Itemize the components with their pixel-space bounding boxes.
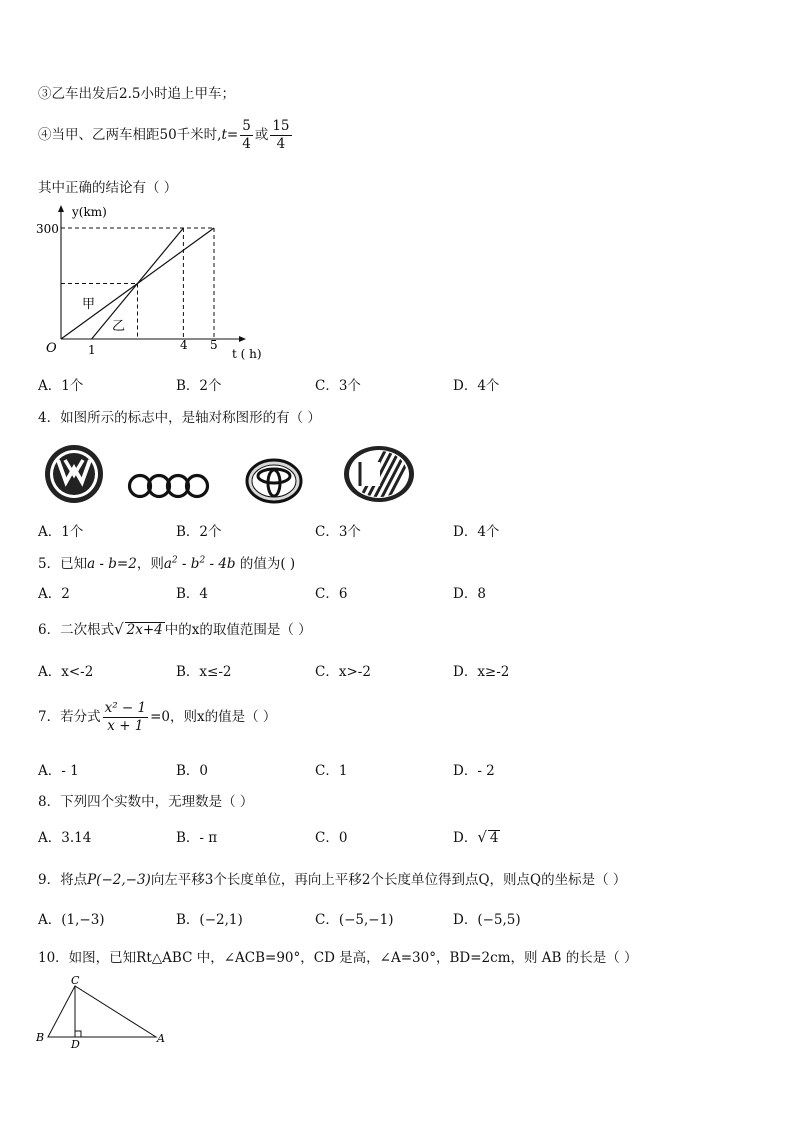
q5-prefix: 5．已知: [38, 556, 88, 572]
q6-option-a[interactable]: A．x<-2: [38, 664, 94, 680]
y-tick-300: 300: [36, 222, 59, 236]
q7-option-d[interactable]: D．- 2: [453, 763, 495, 779]
q4-option-b[interactable]: B．2个: [176, 524, 222, 540]
statement-4: [38, 118, 294, 153]
y-axis-label: y(km): [72, 205, 107, 219]
q3-question: 其中正确的结论有（ ）: [38, 180, 178, 196]
right-angle-mark: [75, 1031, 81, 1037]
q9-prefix: 9．将点: [38, 872, 88, 888]
q7-fraction: $\frac{\text{x² − 1}}{x + 1}$: [104, 700, 147, 734]
radical-sign: √: [114, 620, 124, 638]
q8-option-d[interactable]: D．√ 4: [453, 828, 499, 846]
q6-option-b[interactable]: B．x≤-2: [176, 664, 232, 680]
q9-question: [38, 868, 626, 888]
q6-suffix: 中的x的取值范围是（ ）: [164, 622, 312, 638]
label-c: C: [71, 974, 80, 987]
x-tick-1: 1: [88, 343, 96, 357]
q7-options: [38, 759, 598, 777]
q6-question: [38, 618, 312, 638]
q3-option-b[interactable]: B．2个: [176, 378, 222, 394]
q4-option-a[interactable]: A．1个: [38, 524, 84, 540]
y-axis-arrow: [58, 205, 64, 212]
label-a: A: [157, 1032, 165, 1045]
x-tick-5: 5: [210, 338, 218, 352]
distance-time-chart: [30, 200, 270, 365]
q7-option-c[interactable]: C．1: [315, 763, 348, 779]
q9-option-a[interactable]: A．(1,−3): [38, 912, 105, 928]
q10-question: 10．如图，已知Rt△ABC 中，∠ACB=90°，CD 是高，∠A=30°，BD=2cm，则 AB 的长是（ ）: [38, 950, 638, 966]
label-b: B: [36, 1031, 45, 1044]
q9-options: [38, 908, 598, 926]
q9-option-c[interactable]: C．(−5,−1): [315, 912, 394, 928]
q7-option-b[interactable]: B．0: [176, 763, 209, 779]
fraction-5-4: $\frac{5}{4}$: [242, 118, 251, 152]
label-yi: 乙: [112, 319, 126, 334]
origin-label: O: [46, 341, 57, 356]
q6-option-c[interactable]: C．x>-2: [315, 664, 371, 680]
toyota-logo: [245, 458, 303, 504]
statement-4-text: ④当甲、乙两车相距50千米时,: [38, 127, 222, 143]
x-axis-label: t ( h): [232, 347, 262, 361]
q7-prefix: 7．若分式: [38, 709, 101, 725]
q5-option-b[interactable]: B．4: [176, 586, 209, 602]
q5-option-a[interactable]: A．2: [38, 586, 70, 602]
x-tick-4: 4: [180, 338, 188, 352]
q9-suffix: 向左平移3个长度单位，再向上平移2个长度单位得到点Q，则点Q的坐标是（ ）: [150, 872, 627, 888]
audi-logo: [126, 472, 212, 500]
q3-option-d[interactable]: D．4个: [453, 378, 500, 394]
equals-sign: =: [226, 127, 239, 143]
q5-mid: ，则: [136, 556, 164, 572]
var-t: t: [221, 127, 227, 143]
q8-options: [38, 826, 598, 844]
q9-option-d[interactable]: D．(−5,5): [453, 912, 521, 928]
q3-option-a[interactable]: A．1个: [38, 378, 84, 394]
q5-suffix: 的值为( ): [239, 556, 296, 572]
triangle-diagram: [34, 974, 174, 1050]
q5-expression: $a^2 - b^2 - 4b$: [163, 555, 236, 572]
q6-radicand: 2x+4: [126, 622, 163, 638]
q9-point: P(−2,−3): [87, 872, 151, 888]
q5-options: [38, 582, 598, 600]
q7-option-a[interactable]: A．- 1: [38, 763, 79, 779]
q4-option-d[interactable]: D．4个: [453, 524, 500, 540]
q8-question: 8．下列四个实数中，无理数是（ ）: [38, 794, 254, 810]
q5-question: [38, 552, 295, 572]
q8-d-radicand: 4: [489, 830, 499, 846]
volkswagen-logo: [44, 444, 104, 504]
q6-options: [38, 660, 598, 678]
x-axis-arrow: [239, 336, 246, 342]
label-jia: 甲: [82, 297, 96, 312]
q8-option-a[interactable]: A．3.14: [38, 830, 92, 846]
q4-question: 4．如图所示的标志中，是轴对称图形的有（ ）: [38, 410, 321, 426]
q7-suffix: =0，则x的值是（ ）: [150, 709, 277, 725]
fraction-15-4: $\frac{15}{4}$: [272, 118, 290, 152]
q3-option-c[interactable]: C．3个: [315, 378, 361, 394]
q5-option-d[interactable]: D．8: [453, 586, 486, 602]
q6-option-d[interactable]: D．x≥-2: [453, 664, 510, 680]
statement-3: ③乙车出发后2.5小时追上甲车；: [38, 86, 235, 102]
striped-circle-logo: [342, 444, 416, 504]
q8-option-c[interactable]: C．0: [315, 830, 348, 846]
label-d: D: [71, 1038, 80, 1050]
q3-options: [38, 374, 598, 392]
q4-options: [38, 520, 598, 538]
q7-question: [38, 700, 276, 735]
q5-option-c[interactable]: C．6: [315, 586, 348, 602]
q9-option-b[interactable]: B．(−2,1): [176, 912, 243, 928]
q5-condition: a - b=2: [87, 556, 137, 572]
q8-option-b[interactable]: B．- π: [176, 830, 218, 846]
triangle-abc: [48, 986, 156, 1037]
q6-prefix: 6．二次根式: [38, 622, 115, 638]
q4-option-c[interactable]: C．3个: [315, 524, 361, 540]
or-word: 或: [254, 127, 269, 143]
